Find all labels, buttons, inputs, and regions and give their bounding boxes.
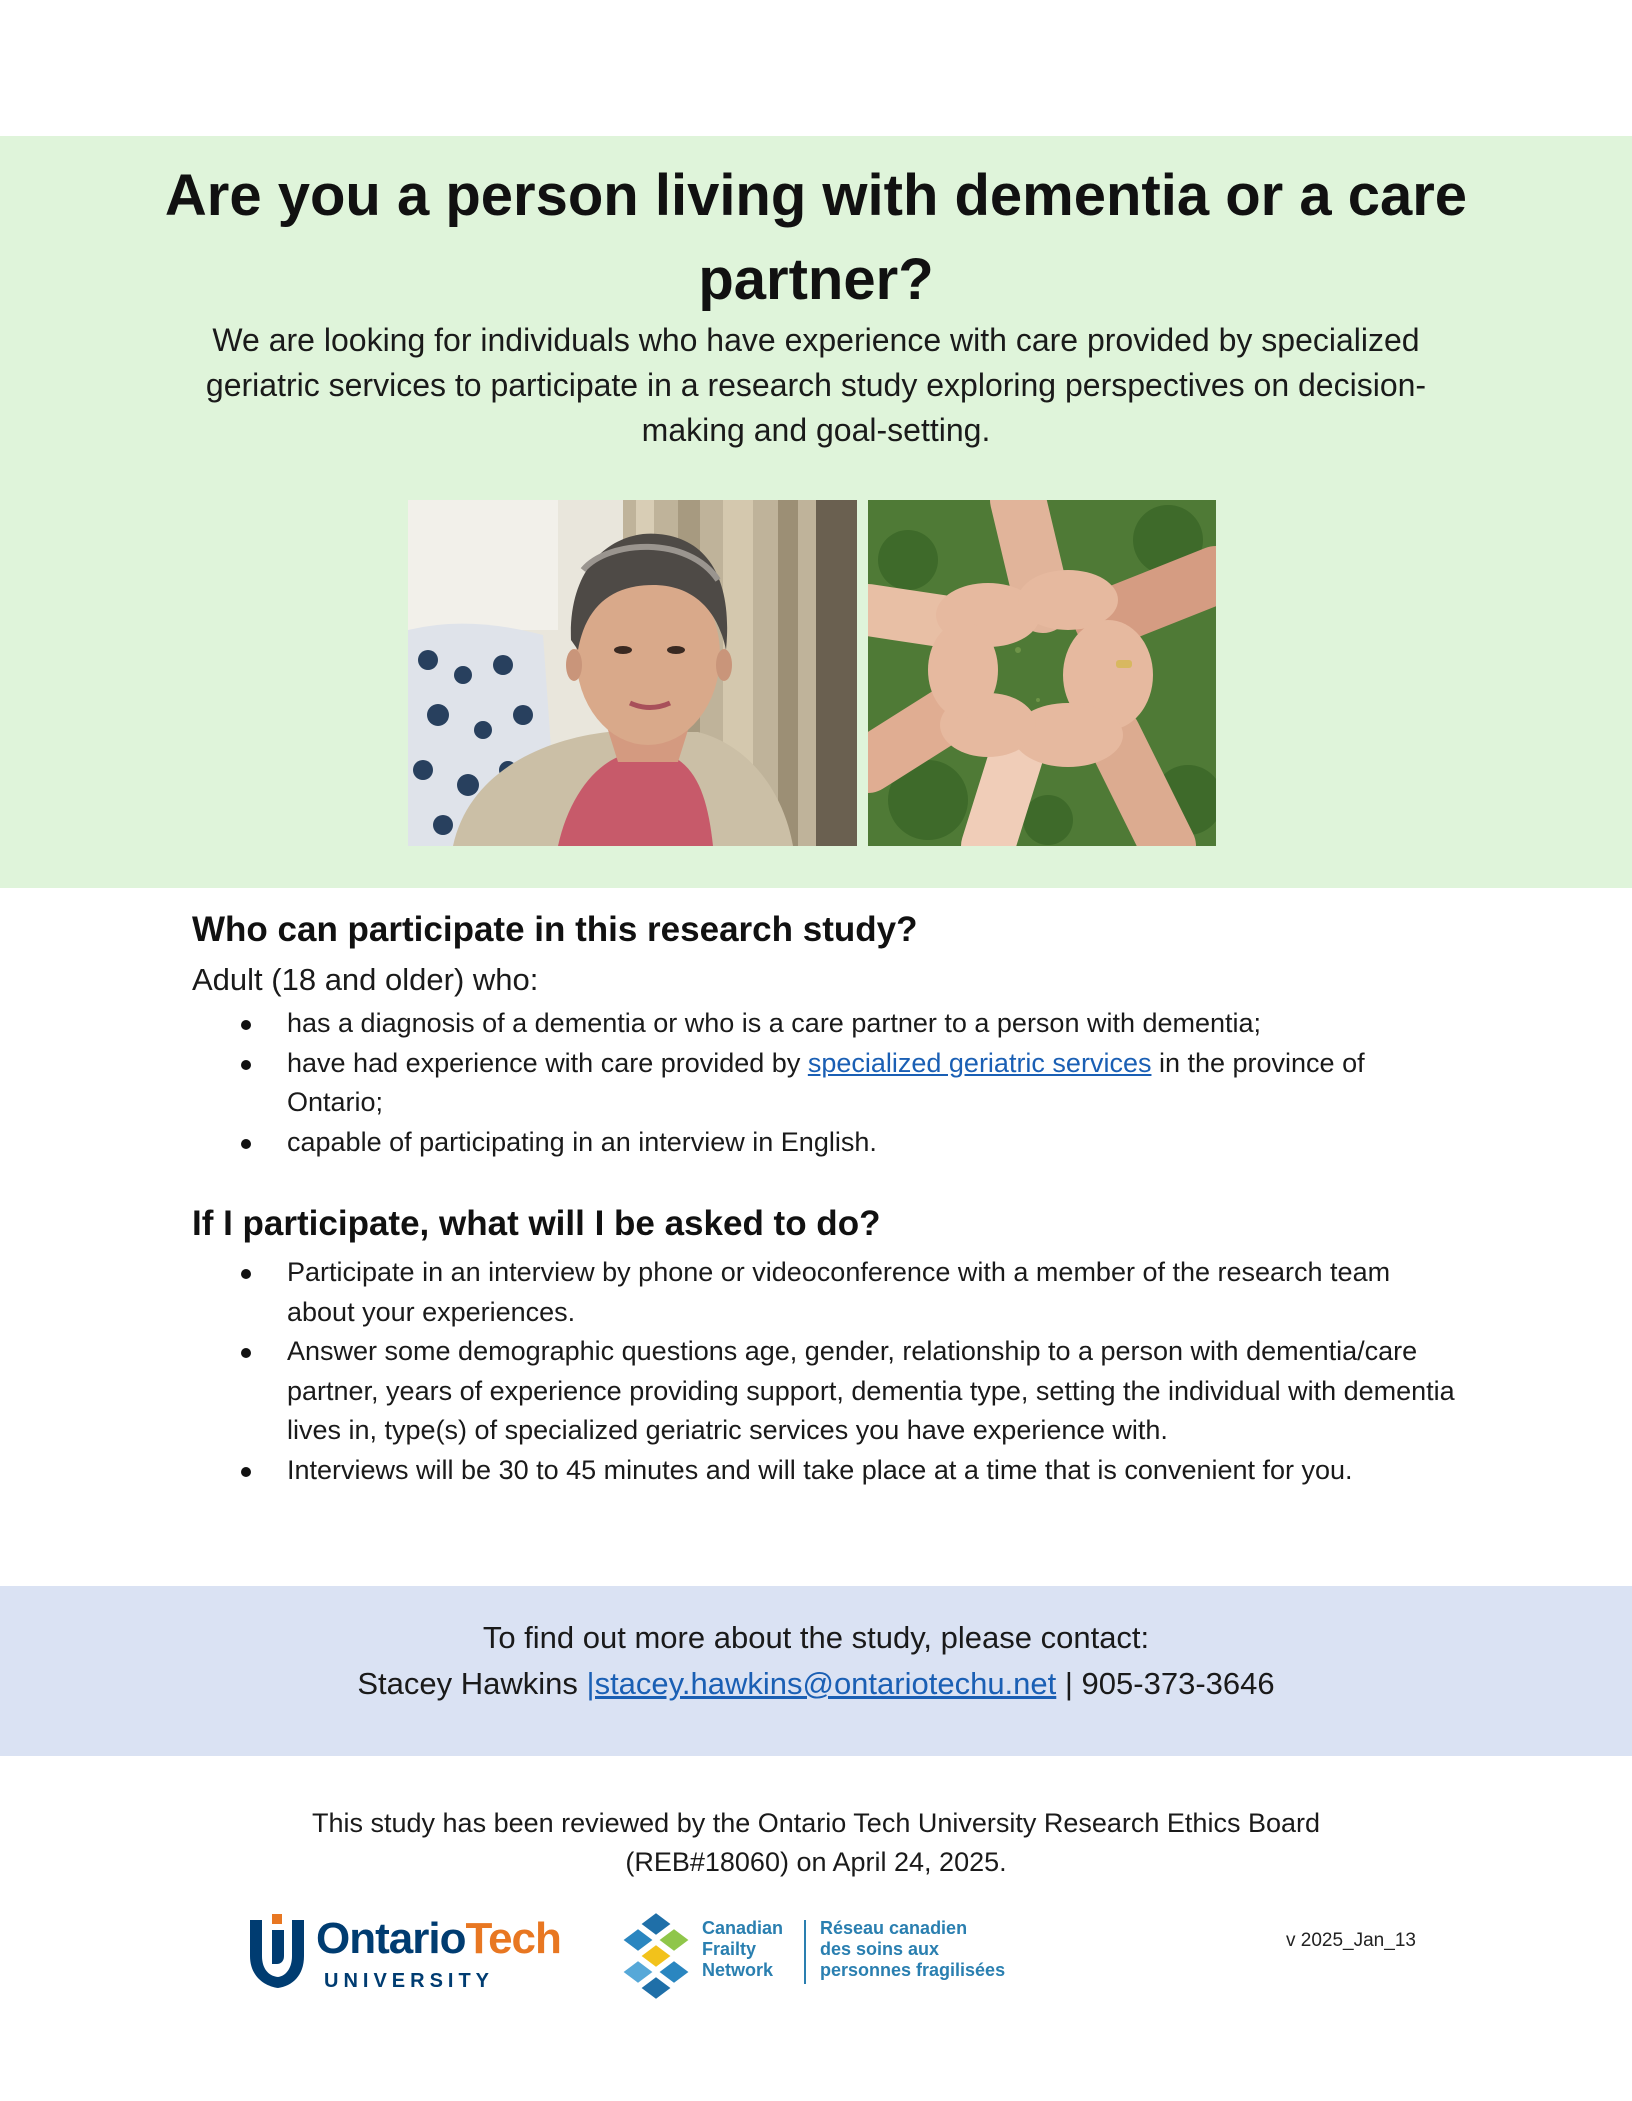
list-item-text: in the province of Ontario; — [287, 1047, 1365, 1117]
specialized-services-link[interactable]: specialized geriatric services — [807, 1047, 1152, 1078]
eligibility-list — [232, 1004, 1462, 1162]
ethics-statement: This study has been reviewed by the Ontario Tech University Research Ethics Board (REB#18060) on April 24, 2025. — [312, 1808, 1320, 1877]
contact-email-link[interactable]: |stacey.hawkins@ontariotechu.net — [586, 1666, 1057, 1701]
list-item: Answer some demographic questions age, gender, relationship to a person with dementia/care partner, years of experience providing support, dementia type, setting the individual with dementia lives in, type(s) of specialized geriatric services you have experience with. — [232, 1332, 1462, 1451]
cfn-english-name — [702, 1918, 783, 1981]
list-item: Interviews will be 30 to 45 minutes and will take place at a time that is convenient for you. — [232, 1451, 1462, 1491]
ontario-tech-wordmark-part1: Ontario — [316, 1914, 466, 1963]
page-title: Are you a person living with dementia or a care partner? — [164, 163, 1468, 312]
cfn-english-line: Network — [702, 1960, 774, 1980]
cfn-english-line: Canadian — [702, 1918, 784, 1938]
joined-hands-image — [868, 500, 1216, 846]
participation-list — [232, 1253, 1462, 1490]
contact-phone: | 905-373-3646 — [1056, 1666, 1275, 1701]
ontario-tech-subtitle: UNIVERSITY — [324, 1970, 495, 1992]
list-item: Participate in an interview by phone or videoconference with a member of the research team about your experiences. — [232, 1253, 1462, 1332]
cfn-french-line: personnes fragilisées — [820, 1960, 1006, 1980]
cfn-french-name — [820, 1918, 1005, 1981]
list-item: capable of participating in an interview in English. — [232, 1123, 1462, 1163]
cfn-french-line: Réseau canadien — [820, 1918, 968, 1938]
participation-heading: If I participate, what will I be asked to do? — [192, 1204, 881, 1243]
list-item: has a diagnosis of a dementia or who is a care partner to a person with dementia; — [232, 1004, 1462, 1044]
intro-text: We are looking for individuals who have experience with care provided by specialized geriatric services to participate in a research study exploring perspectives on decision-making and goal-setting. — [205, 322, 1427, 448]
photo-joined-hands — [868, 500, 1216, 846]
ontario-tech-wordmark-part2: Tech — [465, 1914, 561, 1963]
contact-line — [0, 1666, 1632, 1702]
photo-older-woman — [408, 500, 857, 846]
eligibility-lead: Adult (18 and older) who: — [192, 962, 539, 997]
cfn-french-line: des soins aux — [820, 1939, 940, 1959]
contact-name: Stacey Hawkins — [357, 1666, 587, 1701]
eligibility-heading: Who can participate in this research study? — [192, 910, 918, 949]
ontario-tech-shield-icon — [244, 1912, 308, 1992]
cfn-english-line: Frailty — [702, 1939, 757, 1959]
ontario-tech-wordmark — [316, 1914, 561, 1964]
older-woman-image — [408, 500, 857, 846]
version-label: v 2025_Jan_13 — [1286, 1930, 1416, 1951]
cfn-lattice-icon — [620, 1910, 692, 2000]
cfn-divider — [804, 1920, 806, 1984]
list-item — [232, 1044, 1462, 1123]
contact-title: To find out more about the study, please contact: — [482, 1620, 1150, 1655]
list-item-text: have had experience with care provided by — [287, 1047, 808, 1078]
